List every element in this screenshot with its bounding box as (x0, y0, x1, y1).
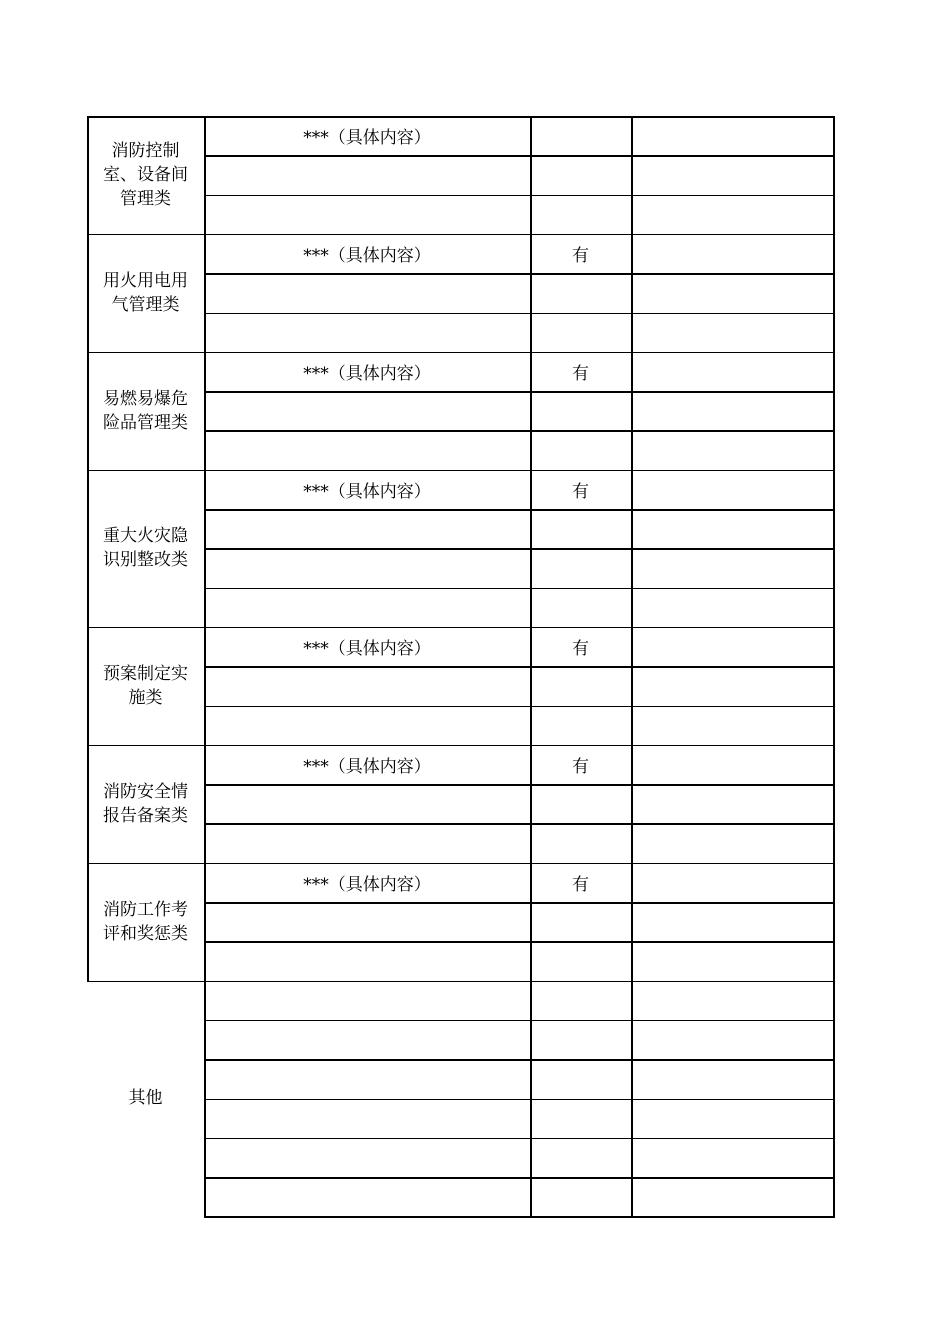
remarks-cell (631, 273, 833, 312)
status-cell: 有 (572, 363, 589, 384)
grid-line (87, 627, 206, 629)
category-label: 其他 (128, 1088, 163, 1109)
status-cell (530, 902, 631, 941)
status-cell (530, 391, 631, 430)
status-cell: 有 (572, 246, 589, 267)
remarks-cell (631, 234, 833, 273)
content-cell: ***（具体内容） (303, 874, 431, 895)
grid-line (87, 352, 206, 354)
remarks-cell (631, 548, 833, 587)
content-cell (204, 1020, 530, 1059)
remarks-cell (631, 313, 833, 352)
category-label: 消防安全情报告备案类 (103, 781, 188, 826)
content-cell (204, 1138, 530, 1177)
content-cell (204, 155, 530, 194)
status-cell (530, 981, 631, 1020)
content-cell (204, 588, 530, 627)
grid-line (87, 116, 206, 118)
content-cell (204, 273, 530, 312)
remarks-cell (631, 470, 833, 509)
status-cell (530, 155, 631, 194)
content-cell: ***（具体内容） (303, 756, 431, 777)
remarks-cell (631, 195, 833, 234)
content-cell (204, 430, 530, 469)
grid-line (87, 745, 89, 864)
status-cell: 有 (572, 756, 589, 777)
content-cell (204, 1177, 530, 1216)
status-cell (530, 273, 631, 312)
category-label: 消防控制室、设备间管理类 (103, 140, 188, 209)
remarks-cell (631, 588, 833, 627)
content-cell (204, 941, 530, 980)
status-cell (530, 509, 631, 548)
status-cell: 有 (572, 639, 589, 660)
remarks-cell (631, 430, 833, 469)
status-cell: 有 (572, 481, 589, 502)
status-cell (530, 784, 631, 823)
remarks-cell (631, 352, 833, 391)
category-label: 易燃易爆危险品管理类 (103, 388, 188, 433)
content-cell (204, 1099, 530, 1138)
category-label: 重大火灾隐识别整改类 (103, 526, 188, 571)
category-label: 用火用电用气管理类 (103, 270, 188, 315)
remarks-cell (631, 1177, 833, 1216)
remarks-cell (631, 391, 833, 430)
content-cell (204, 981, 530, 1020)
content-cell (204, 1059, 530, 1098)
remarks-cell (631, 745, 833, 784)
content-cell (204, 666, 530, 705)
grid-line (87, 470, 206, 472)
remarks-cell (631, 981, 833, 1020)
grid-line (87, 470, 89, 629)
remarks-cell (631, 116, 833, 155)
content-cell (204, 706, 530, 745)
status-cell (530, 823, 631, 862)
content-cell: ***（具体内容） (303, 128, 431, 149)
status-cell (530, 1177, 631, 1216)
status-cell (530, 116, 631, 155)
grid-line (87, 863, 206, 865)
grid-line (87, 981, 206, 983)
content-cell (204, 548, 530, 587)
content-cell: ***（具体内容） (303, 639, 431, 660)
content-cell (204, 391, 530, 430)
status-cell: 有 (572, 874, 589, 895)
remarks-cell (631, 823, 833, 862)
status-cell (530, 1099, 631, 1138)
content-cell (204, 313, 530, 352)
content-cell (204, 509, 530, 548)
grid-line (87, 627, 89, 746)
content-cell (204, 195, 530, 234)
status-cell (530, 313, 631, 352)
content-cell: ***（具体内容） (303, 363, 431, 384)
content-cell: ***（具体内容） (303, 481, 431, 502)
status-cell (530, 1059, 631, 1098)
category-label: 消防工作考评和奖惩类 (103, 899, 188, 944)
content-cell (204, 902, 530, 941)
remarks-cell (631, 1099, 833, 1138)
remarks-cell (631, 941, 833, 980)
remarks-cell (631, 627, 833, 666)
grid-line (87, 352, 89, 471)
grid-line (87, 234, 206, 236)
status-cell (530, 195, 631, 234)
grid-line (204, 1216, 835, 1218)
remarks-cell (631, 706, 833, 745)
category-label: 预案制定实施类 (103, 663, 188, 708)
status-cell (530, 588, 631, 627)
remarks-cell (631, 784, 833, 823)
status-cell (530, 941, 631, 980)
grid-line (87, 863, 89, 982)
grid-line (87, 116, 89, 235)
remarks-cell (631, 666, 833, 705)
grid-line (87, 745, 206, 747)
grid-line (204, 116, 206, 1218)
grid-line (87, 234, 89, 353)
status-cell (530, 1020, 631, 1059)
grid-line (530, 116, 532, 1218)
status-cell (530, 1138, 631, 1177)
remarks-cell (631, 902, 833, 941)
remarks-cell (631, 1138, 833, 1177)
status-cell (530, 666, 631, 705)
status-cell (530, 706, 631, 745)
grid-line (631, 116, 633, 1218)
content-cell (204, 823, 530, 862)
remarks-cell (631, 1059, 833, 1098)
remarks-cell (631, 509, 833, 548)
content-cell: ***（具体内容） (303, 246, 431, 267)
status-cell (530, 548, 631, 587)
remarks-cell (631, 1020, 833, 1059)
content-cell (204, 784, 530, 823)
grid-line (833, 116, 835, 1218)
remarks-cell (631, 155, 833, 194)
remarks-cell (631, 863, 833, 902)
status-cell (530, 430, 631, 469)
